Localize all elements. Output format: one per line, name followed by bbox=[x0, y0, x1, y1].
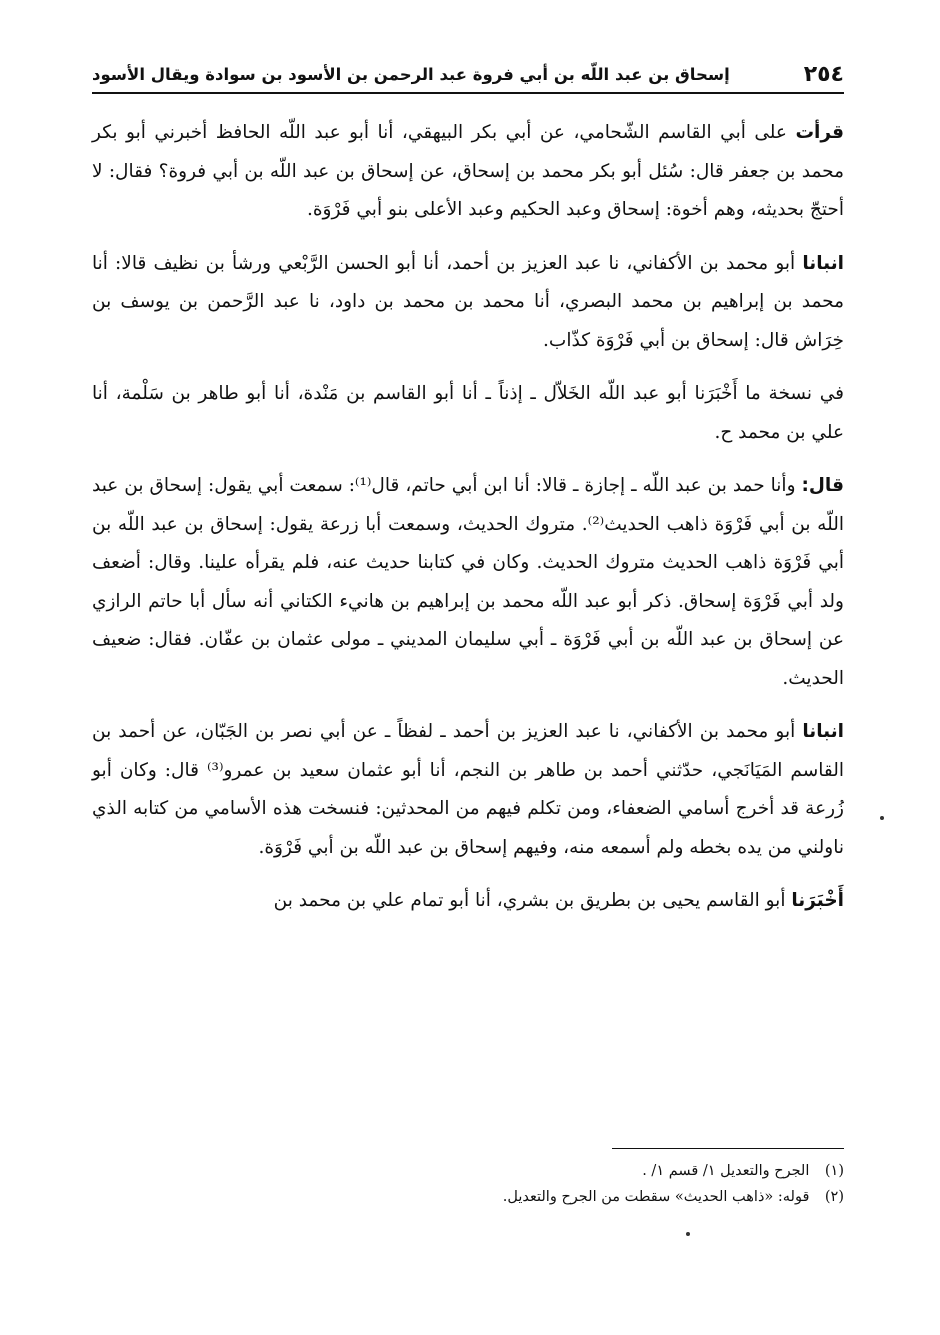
paragraph-lead-word: قرأت bbox=[795, 122, 844, 143]
footnote-number: (٢) bbox=[824, 1189, 844, 1205]
running-title: إسحاق بن عبد اللّه بن أبي فروة عبد الرحمن بن الأسود بن سوادة ويقال الأسود bbox=[92, 65, 730, 84]
footnote bbox=[300, 1184, 844, 1210]
footnote-text: قوله: «ذاهب الحديث» سقطت من الجرح والتعديل. bbox=[502, 1189, 810, 1205]
scan-speck bbox=[880, 816, 884, 820]
paragraph-text: أبو القاسم يحيى بن بطريق بن بشري، أنا أبو تمام علي بن محمد بن bbox=[273, 890, 792, 911]
paragraph-text: أبو محمد بن الأكفاني، نا عبد العزيز بن أحمد ـ لفظاً ـ عن أبي نصر بن الجَبّان، عن أحمد بن القاسم المَيَانَجي، حدّثني أحمد بن طاهر بن النجم، أنا أبو عثمان سعيد بن عمرو⁽³⁾ قال: وكان أبو زُرعة قد أخرج أسامي الضعفاء، ومن تكلم فيهم من المحدثين: فنسخت هذه الأسامي من كتابه الذي ناولني من يده بخطه ولم أسمعه منه، وفيهم إسحاق بن عبد اللّه بن أبي فَرْوَة. bbox=[92, 721, 844, 858]
paragraph-lead-word: انبانا bbox=[802, 252, 844, 274]
page-number: ٢٥٤ bbox=[803, 62, 844, 87]
paragraph-text: في نسخة ما أَخْبَرَنا أبو عبد اللّه الخَلاّل ـ إذناً ـ أنا أبو القاسم بن مَنْدة، أنا أبو طاهر بن سَلْمة، أنا علي بن محمد ح. bbox=[92, 383, 844, 443]
footnote-number: (١) bbox=[824, 1163, 844, 1179]
main-text bbox=[92, 114, 844, 936]
page-header bbox=[92, 56, 844, 90]
paragraph-text: وأنا حمد بن عبد اللّه ـ إجازة ـ قالا: أنا ابن أبي حاتم، قال⁽¹⁾: سمعت أبي يقول: إسحاق بن عبد اللّه بن أبي فَرْوَة ذاهب الحديث⁽²⁾. متروك الحديث، وسمعت أبا زرعة يقول: إسحاق بن عبد اللّه بن أبي فَرْوَة ذاهب الحديث متروك الحديث. وكان في كتابنا حديث عنه، فلم يقرأه علينا. وقال: أضعف ولد أبي فَرْوَة إسحاق. ذكر أبو عبد اللّه محمد بن إبراهيم بن هانيء الكتاني أنه سأل أبا حاتم الرازي عن إسحاق بن عبد اللّه بن أبي فَرْوَة ـ أبي سليمان المديني ـ مولى عثمان بن عفّان. فقال: ضعيف الحديث. bbox=[92, 475, 844, 689]
header-rule bbox=[92, 92, 844, 94]
footnote-rule bbox=[612, 1148, 844, 1149]
paragraph bbox=[92, 713, 844, 867]
footnote-text: الجرح والتعديل ١/ قسم ١/ . bbox=[642, 1163, 810, 1179]
paragraph bbox=[92, 467, 844, 698]
paragraph-text: على أبي القاسم الشّحامي، عن أبي بكر البيهقي، أنا أبو عبد اللّه الحافظ أخبرني أبو بكر محمد بن جعفر قال: سُئل أبو بكر محمد بن إسحاق، عن إسحاق بن عبد اللّه بن أبي فروة؟ فقال: لا أحتجّ بحديثه، وهم أخوة: إسحاق وعبد الحكيم وعبد الأعلى بنو أبي فَرْوَة. bbox=[92, 122, 844, 220]
paragraph-lead-word: قال: bbox=[801, 475, 844, 496]
paragraph bbox=[92, 882, 844, 921]
paragraph-text: أبو محمد بن الأكفاني، نا عبد العزيز بن أحمد، أنا أبو الحسن الرَّبْعي ورشأ بن نظيف قالا: أنا محمد بن إبراهيم بن محمد البصري، أنا محمد بن محمد بن داود، نا عبد الرَّحمن بن يوسف بن خِرَاش قال: إسحاق بن أبي فَرْوَة كذّاب. bbox=[92, 252, 844, 351]
paragraph bbox=[92, 114, 844, 230]
paragraph-lead-word: انبانا bbox=[802, 721, 844, 742]
paragraph-lead-word: أَخْبَرَنا bbox=[791, 890, 844, 911]
scan-speck bbox=[686, 1232, 690, 1236]
footnote bbox=[300, 1158, 844, 1184]
paragraph bbox=[92, 245, 844, 361]
footnotes bbox=[300, 1158, 844, 1210]
paragraph bbox=[92, 375, 844, 452]
